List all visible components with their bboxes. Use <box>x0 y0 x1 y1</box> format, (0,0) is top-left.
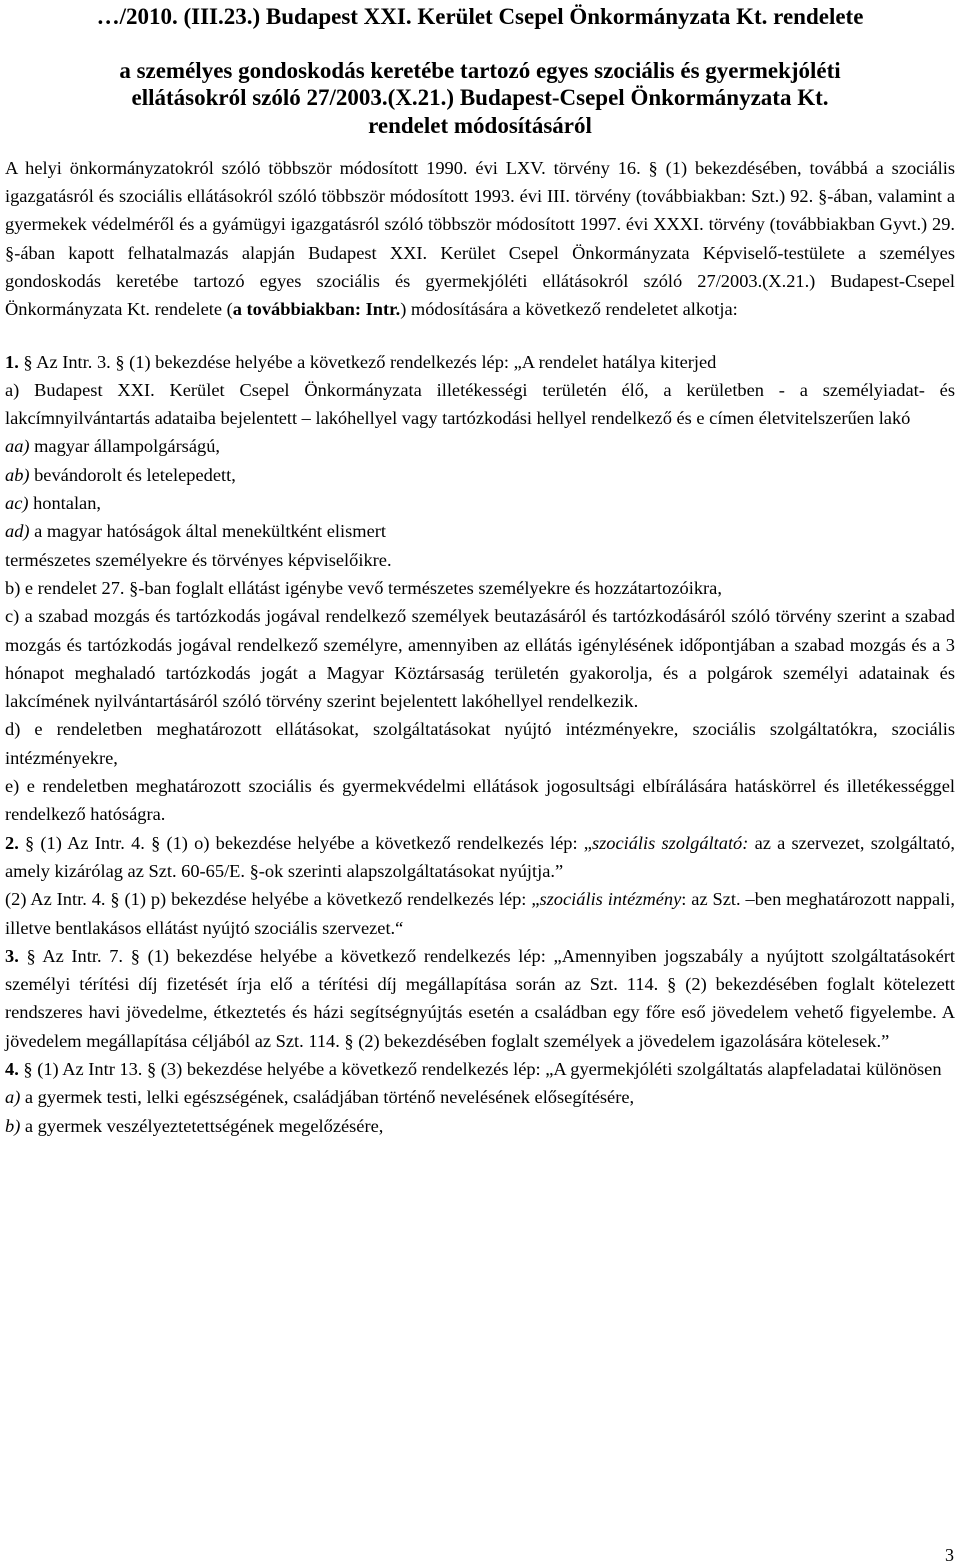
title-line-subject-3: rendelet módosításáról <box>368 112 592 138</box>
section-4-text: § (1) Az Intr 13. § (3) bekezdése helyébe a következő rendelkezés lép: „A gyermekjóléti szolgáltatás alapfeladatai különösen <box>23 1059 942 1080</box>
preamble-abbrev: a továbbiakban: Intr. <box>232 299 401 320</box>
section-3-number: 3. <box>5 945 19 966</box>
section-4 <box>5 1055 955 1083</box>
section-2-p2-text: (2) Az Intr. 4. § (1) p) bekezdése helyébe a következő rendelkezés lép: „ <box>5 889 540 910</box>
section-4-a-text: a gyermek testi, lelki egészségének, családjában történő nevelésének elősegítésére, <box>20 1087 635 1108</box>
section-1-point-ac <box>5 489 955 517</box>
section-4-a-label: a) <box>5 1087 21 1108</box>
section-3-text: § Az Intr. 7. § (1) bekezdése helyébe a következő rendelkezés lép: „Amennyiben jogszabály a nyújtott szolgáltatásokért személyi térítési díj fizetését írja elő a térítési díj megállapítása során az Szt. 114. § (2) bekezdésében foglalt kötelezett rendszeres havi jövedelme, étkeztetés és házi segítségnyújtás esetén a családban egy főre eső jövedelem vehető figyelembe. A jövedelem megállapítása céljából az Szt. 114. § (2) bekezdésében foglalt személyek a jövedelem igazolására kötelesek.” <box>5 945 955 1051</box>
title-line-decree: …/2010. (III.23.) Budapest XXI. Kerület Csepel Önkormányzata Kt. rendelete <box>96 4 864 29</box>
section-4-b-text: a gyermek veszélyeztetettségének megelőzésére, <box>20 1115 384 1136</box>
section-1-point-b: b) e rendelet 27. §-ban foglalt ellátást igénybe vevő természetes személyekre és hozzátartozóikra, <box>5 577 722 598</box>
section-4-b-label: b) <box>5 1115 21 1136</box>
preamble-paragraph <box>5 154 955 324</box>
section-1 <box>5 348 955 376</box>
title-line-subject-2: ellátásokról szóló 27/2003.(X.21.) Budapest-Csepel Önkormányzata Kt. <box>131 85 829 111</box>
point-aa-label: aa) <box>5 436 30 457</box>
section-1-persons: természetes személyekre és törvényes képviselőikre. <box>5 549 392 570</box>
section-4-point-b <box>5 1112 955 1140</box>
section-2-paragraph-2 <box>5 885 955 942</box>
section-3 <box>5 942 955 1055</box>
definition-social-institution: szociális intézmény <box>539 889 682 910</box>
section-1-point-a: a) Budapest XXI. Kerület Csepel Önkormányzata illetékességi területén élő, a kerületben - a személyiadat- és lakcímnyilvántartás adataiba bejelentett – lakóhellyel vagy tartózkodási hellyel rendelkező és e címen életvitelszerűen lakó <box>5 379 955 429</box>
preamble-text: A helyi önkormányzatokról szóló többször módosított 1990. évi LXV. törvény 16. § (1) bekezdésében, továbbá a szociális igazgatásról és szociális ellátásokról szóló többször módosított 1993. évi III. törvény (továbbiakban: Szt.) 92. §-ában, valamint a gyermekek védelméről és a gyámügyi igazgatásról szóló többször módosított 1997. évi XXXI. törvény (továbbiakban Gyvt.) 29. §-ában kapott felhatalmazás alapján Budapest XXI. Kerület Csepel Önkormányzata Képviselő-testülete a személyes gondoskodás keretébe tartozó egyes szociális és gyermekjóléti ellátásokról szóló 27/2003.(X.21.) Budapest-Csepel Önkormányzata Kt. rendelete ( <box>5 157 955 320</box>
section-1-point-e: e) e rendeletben meghatározott szociális és gyermekvédelmi ellátások jogosultsági elbírálására hatáskörrel és illetékességgel rendelkező hatóságra. <box>5 776 955 825</box>
page-number: 3 <box>945 1545 954 1565</box>
point-ac-text: hontalan, <box>28 493 102 514</box>
point-ac-label: ac) <box>5 493 29 514</box>
point-aa-text: magyar állampolgárságú, <box>29 436 220 457</box>
title-line-subject: a személyes gondoskodás keretébe tartozó egyes szociális és gyermekjóléti <box>119 58 841 84</box>
section-1-point-ad <box>5 517 955 545</box>
point-ab-text: bevándorolt és letelepedett, <box>29 464 236 485</box>
definition-social-provider: szociális szolgáltató: <box>591 832 749 853</box>
section-1-text: § Az Intr. 3. § (1) bekezdése helyébe a következő rendelkezés lép: „A rendelet hatálya kiterjed <box>23 351 717 372</box>
section-2-p2-text-end: : az Szt. –ben meghatározott nappali, illetve bentlakásos ellátást nyújtó szociális szervezet.“ <box>5 889 955 938</box>
section-2-text-2: az a szervezet, szolgáltató, amely kizárólag az Szt. 60-65/E. §-ok szerinti alapszolgáltatásokat nyújtja.” <box>5 832 955 881</box>
section-1-point-ab <box>5 461 955 489</box>
point-ad-label: ad) <box>5 521 30 542</box>
section-2-text: § (1) Az Intr. 4. § (1) o) bekezdése helyébe a következő rendelkezés lép: „ <box>25 832 592 853</box>
section-1-point-aa <box>5 432 955 460</box>
section-2-number: 2. <box>5 832 19 853</box>
section-4-point-a <box>5 1083 955 1111</box>
section-1-number: 1. <box>5 351 19 372</box>
section-1-point-d: d) e rendeletben meghatározott ellátásokat, szolgáltatásokat nyújtó intézményekre, szociális szolgáltatókra, szociális intézményekre, <box>5 719 955 768</box>
preamble-text-end: ) módosítására a következő rendeletet alkotja: <box>400 299 738 320</box>
section-2 <box>5 829 955 886</box>
section-1-point-c: c) a szabad mozgás és tartózkodás jogával rendelkező személyek beutazásáról és tartózkodásáról szóló törvény szerint a szabad mozgás és tartózkodás jogával rendelkező személyre, amennyiben az ellátás igénylésének időpontjában a szabad mozgás és a 3 hónapot meghaladó tartózkodás jogát a Magyar Köztársaság területén gyakorolja, és a polgárok személyi adatainak és lakcímének nyilvántartásáról szóló törvény szerint bejelentett lakóhellyel rendelkezik. <box>5 606 955 712</box>
document-title <box>5 0 955 139</box>
point-ab-label: ab) <box>5 464 30 485</box>
point-ad-text: a magyar hatóságok által menekültként elismert <box>29 521 386 542</box>
section-4-number: 4. <box>5 1059 19 1080</box>
